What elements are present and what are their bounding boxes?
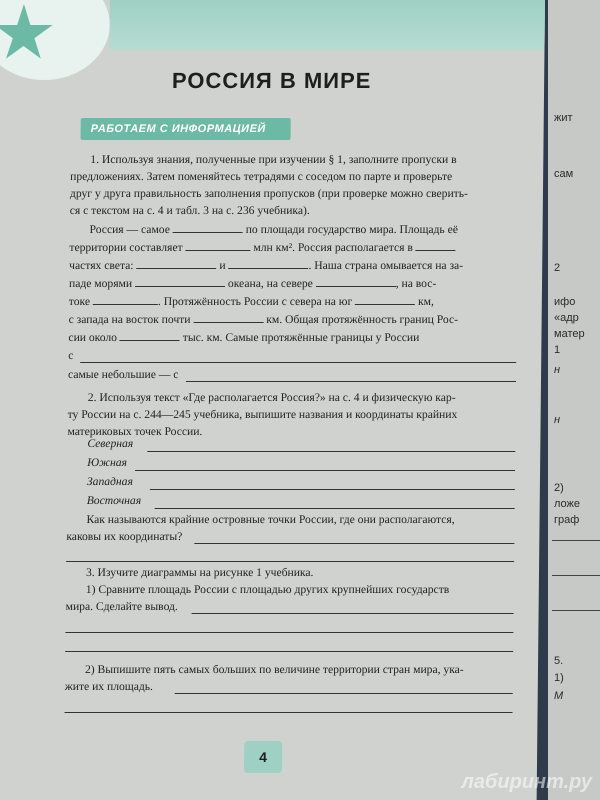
adjacent-page-text: ифо: [554, 296, 576, 308]
task1-sentence4: паде морями океана, на севере , на вос-: [68, 277, 437, 290]
point-label-north: Северная: [87, 437, 134, 450]
adjacent-page-text: жит: [554, 112, 573, 124]
watermark: лабиринт.ру: [461, 771, 592, 793]
adjacent-page-text: 1): [554, 672, 564, 684]
task1-sentence1: Россия — самое по площади государство мира. Площадь её: [89, 223, 459, 236]
adjacent-page-text: граф: [554, 514, 580, 526]
blank-field[interactable]: [193, 312, 263, 323]
blank-field[interactable]: [355, 294, 415, 305]
adjacent-page-text: 5.: [554, 655, 564, 667]
blank-field[interactable]: [173, 222, 243, 233]
task1-sentence8: с: [68, 349, 74, 362]
adjacent-page-text: н: [554, 364, 561, 376]
section-label: РАБОТАЕМ С ИНФОРМАЦИЕЙ: [81, 118, 291, 140]
answer-line[interactable]: [65, 712, 513, 713]
task3-sub2-line2: жите их площадь.: [64, 680, 154, 693]
task2-line1: 2. Используя текст «Где располагается Россия?» на с. 4 и физическую кар-: [87, 391, 456, 404]
task1-sentence5: токе . Протяжённость России с севера на юг км,: [68, 295, 435, 308]
adjacent-page-text: «адр: [554, 312, 579, 324]
task2-question-line1: Как называются крайние островные точки России, где они располагаются,: [86, 513, 455, 526]
table-border: [552, 540, 600, 541]
blank-field[interactable]: [185, 240, 250, 251]
task1-sentence6: с запада на восток почти км. Общая протяжённость границ Рос-: [68, 313, 459, 326]
task3-sub1-line1: 1) Сравните площадь России с площадью других крупнейших государств: [85, 583, 450, 596]
adjacent-page-text: сам: [554, 168, 574, 180]
task1-sentence7: сии около тыс. км. Самые протяжённые границы у России: [68, 331, 420, 344]
adjacent-page-text: 2): [554, 482, 564, 494]
answer-line[interactable]: [147, 451, 515, 452]
point-label-west: Западная: [86, 475, 133, 488]
blank-field[interactable]: [93, 294, 158, 305]
blank-field[interactable]: [416, 240, 456, 251]
answer-line[interactable]: [66, 561, 514, 562]
page-number: 4: [244, 741, 282, 773]
adjacent-page-text: 1: [554, 344, 561, 356]
task2-question-line2: каковы их координаты?: [66, 530, 183, 543]
task3-sub1-line2: мира. Сделайте вывод.: [65, 600, 178, 613]
adjacent-page-text: матер: [554, 328, 585, 340]
header-banner: [109, 0, 545, 50]
answer-line[interactable]: [80, 362, 516, 363]
page-title: РОССИЯ В МИРЕ: [171, 68, 372, 93]
blank-field[interactable]: [316, 276, 396, 287]
adjacent-page-text: 2: [554, 262, 561, 274]
blank-field[interactable]: [228, 258, 308, 269]
answer-line[interactable]: [175, 693, 513, 694]
adjacent-page-text: М: [554, 690, 564, 702]
task1-sentence9: самые небольшие — с: [68, 368, 179, 381]
task3-sub2-line1: 2) Выпишите пять самых больших по величине территории стран мира, ука-: [84, 663, 464, 676]
task1-sentence3: частях света: и . Наша страна омывается на за-: [69, 259, 464, 272]
task1-intro-line1: 1. Используя знания, полученные при изучении § 1, заполните пропуски в: [90, 153, 457, 166]
task1-intro-line2: предложениях. Затем поменяйтесь тетрадями с соседом по парте и проверьте: [70, 170, 453, 183]
answer-line[interactable]: [65, 651, 513, 652]
answer-line[interactable]: [192, 613, 514, 614]
answer-line[interactable]: [65, 632, 513, 633]
table-border: [552, 575, 600, 576]
task1-intro-line4: ся с текстом на с. 4 и табл. 3 на с. 236 учебника).: [69, 204, 310, 217]
blank-field[interactable]: [136, 258, 216, 269]
task1-intro-line3: друг у друга правильность заполнения пропусков (при проверке можно сверить-: [69, 187, 468, 200]
answer-line[interactable]: [155, 508, 515, 509]
answer-line[interactable]: [135, 470, 515, 471]
task3-line1: 3. Изучите диаграммы на рисунке 1 учебника.: [85, 566, 314, 579]
blank-field[interactable]: [135, 276, 225, 287]
task1-sentence2: территории составляет млн км². Россия располагается в: [69, 240, 456, 257]
answer-line[interactable]: [150, 489, 515, 490]
task2-line3: материковых точек России.: [67, 425, 203, 438]
table-border: [552, 610, 600, 611]
point-label-south: Южная: [87, 456, 128, 469]
adjacent-page: [548, 0, 600, 800]
point-label-east: Восточная: [86, 494, 142, 507]
answer-line[interactable]: [186, 381, 516, 382]
blank-field[interactable]: [120, 330, 180, 341]
adjacent-page-text: н: [554, 414, 561, 426]
task2-line2: ту России на с. 244—245 учебника, выпишите названия и координаты крайних: [67, 408, 458, 421]
answer-line[interactable]: [194, 543, 514, 544]
adjacent-page-text: ложе: [554, 498, 581, 510]
